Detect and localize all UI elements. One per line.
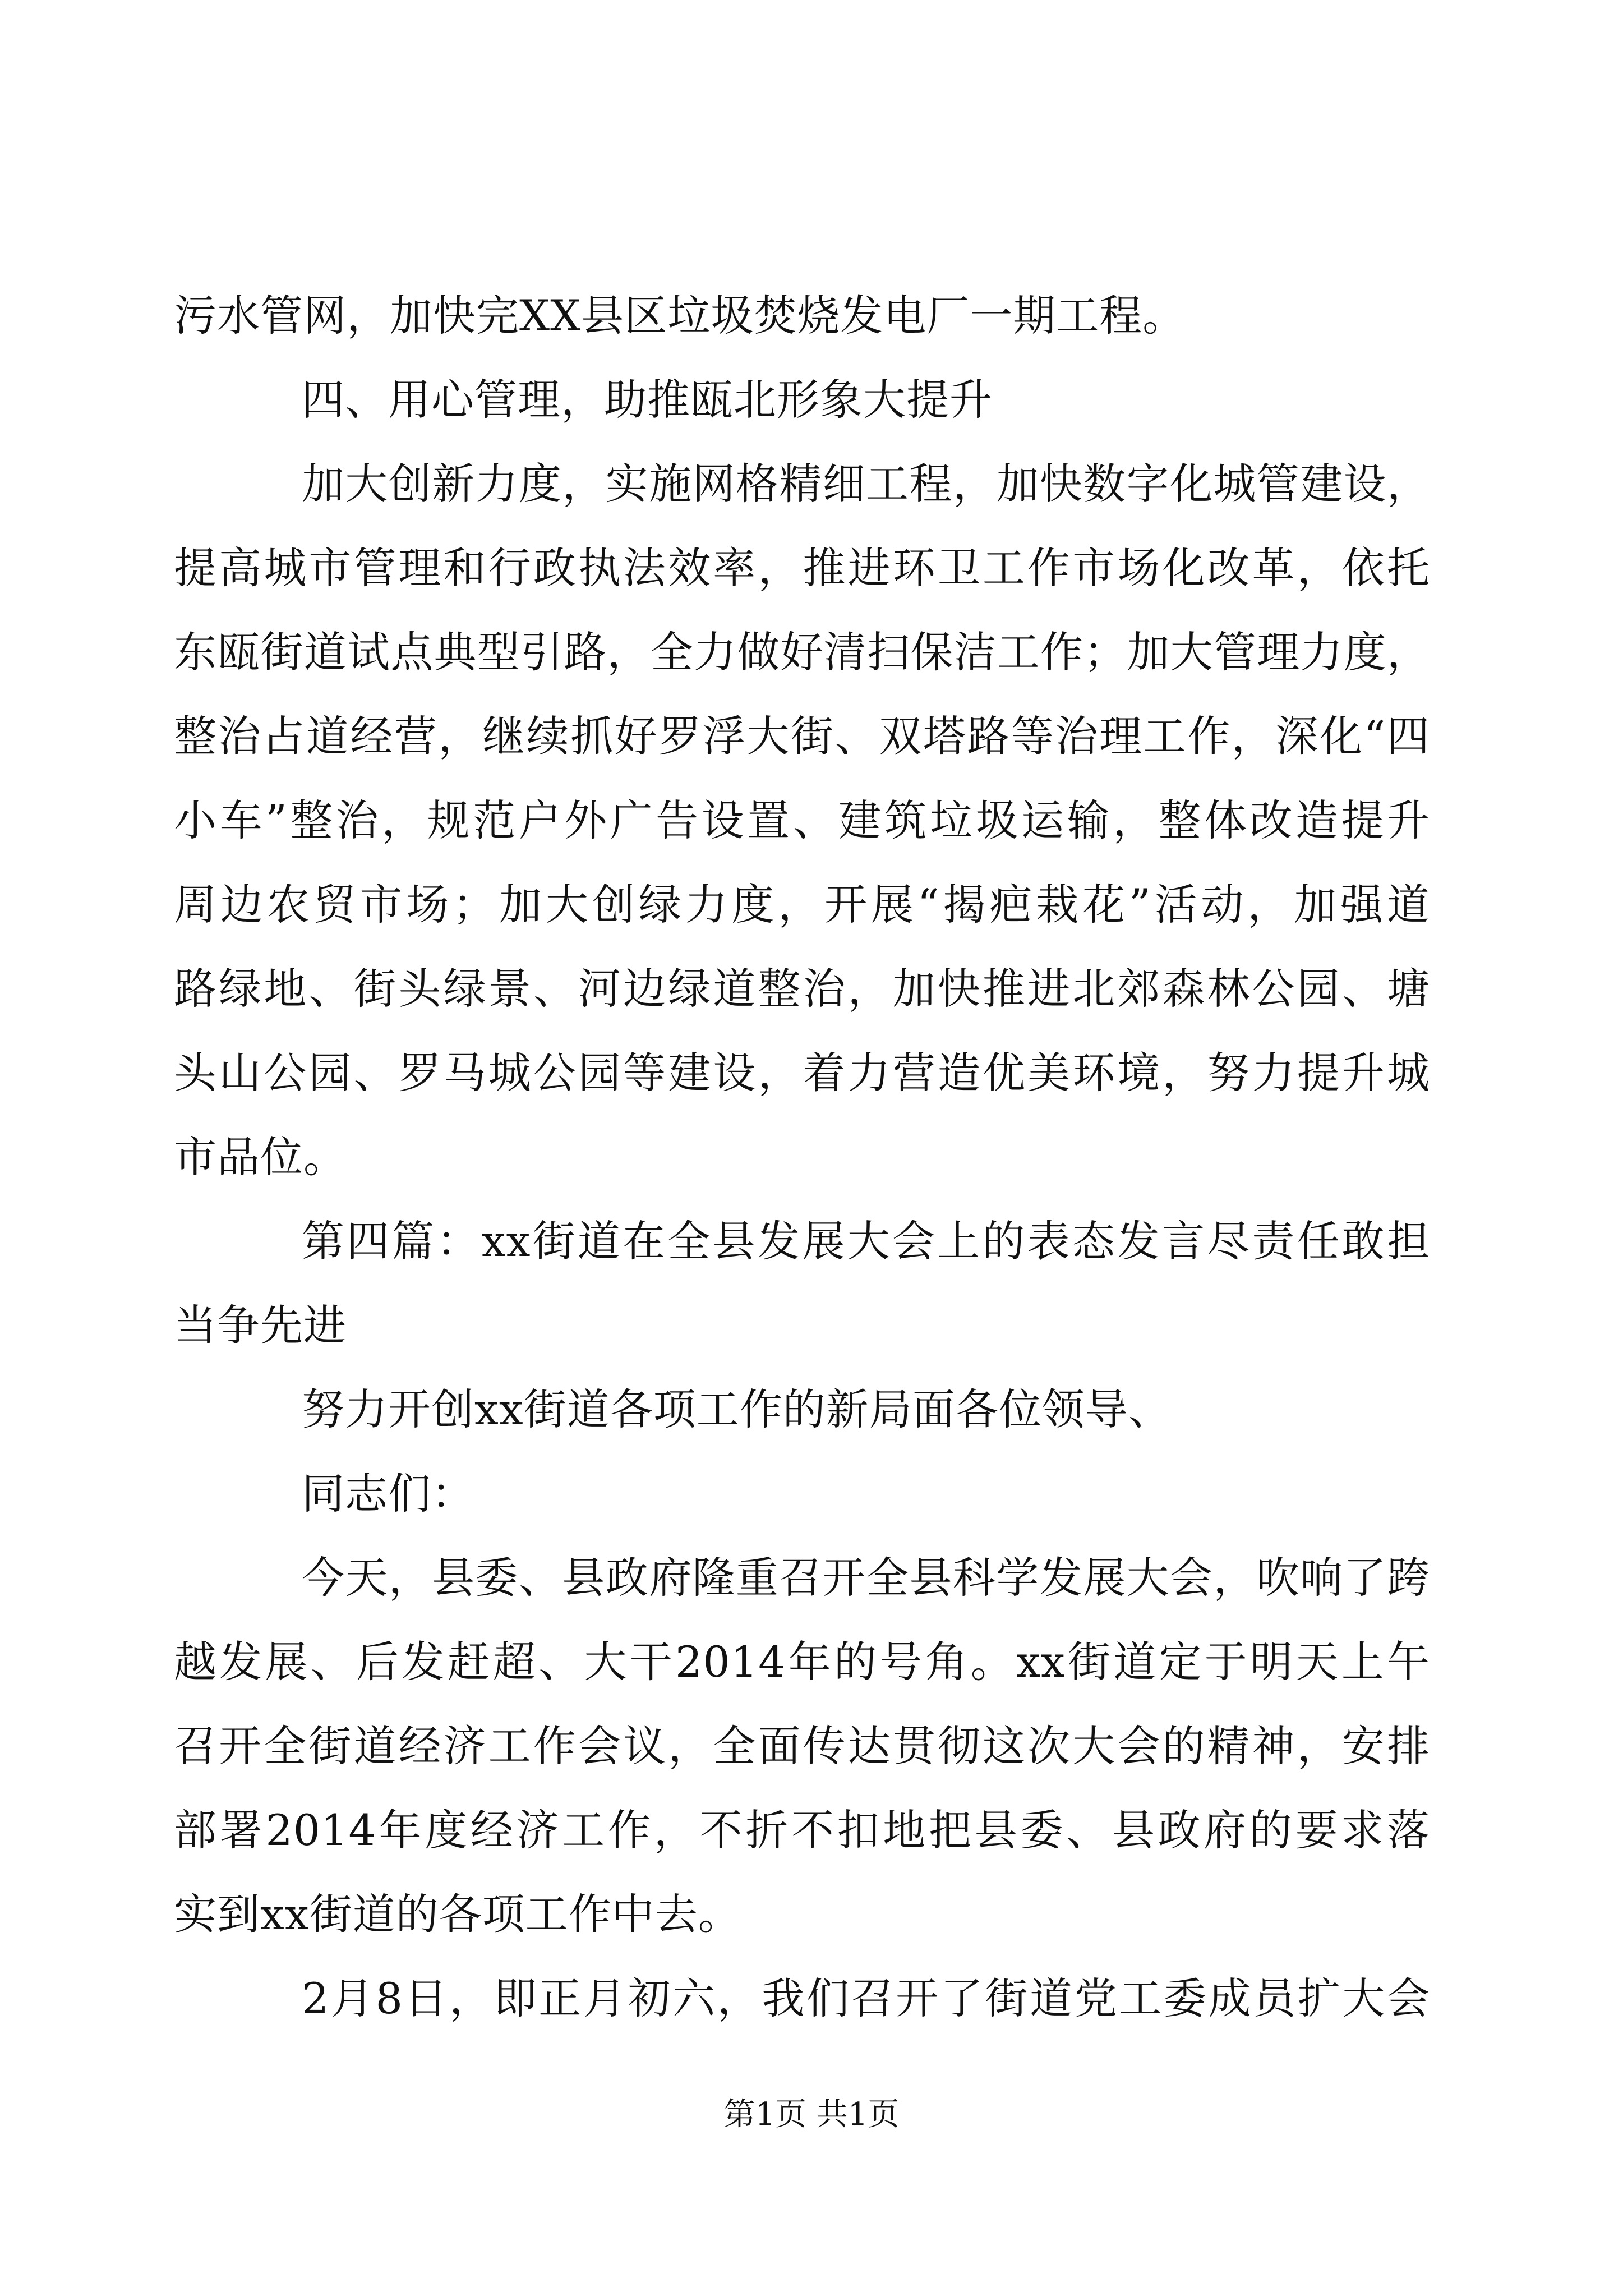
text-line: 部署2014年度经济工作，不折不扣地把县委、县政府的要求落: [174, 1805, 1430, 1855]
text-line: 努力开创xx街道各项工作的新局面各位领导、: [302, 1384, 1172, 1434]
text-line: 2月8日，即正月初六，我们召开了街道党工委成员扩大会: [302, 1973, 1430, 2023]
text-line: 头山公园、罗马城公园等建设，着力营造优美环境，努力提升城: [174, 1048, 1430, 1098]
text-line: 加大创新力度，实施网格精细工程，加快数字化城管建设，: [302, 459, 1430, 509]
text-line: 周边农贸市场；加大创绿力度，开展“揭疤栽花”活动，加强道: [174, 880, 1430, 930]
salutation: 同志们：: [302, 1469, 474, 1519]
chapter-title: 第四篇：xx街道在全县发展大会上的表态发言尽责任敢担: [302, 1216, 1430, 1266]
section-heading: 四、用心管理，助推瓯北形象大提升: [302, 375, 993, 425]
text-line: 今天，县委、县政府隆重召开全县科学发展大会，吹响了跨: [302, 1553, 1430, 1603]
chapter-title-continued: 当争先进: [174, 1300, 347, 1350]
text-line: 市品位。: [174, 1132, 347, 1182]
page-footer: 第1页 共1页: [723, 2096, 900, 2133]
text-line: 整治占道经营，继续抓好罗浮大街、双塔路等治理工作，深化“四: [174, 711, 1430, 761]
document-body: [174, 274, 1430, 2041]
text-line: 召开全街道经济工作会议，全面传达贯彻这次大会的精神，安排: [174, 1721, 1430, 1771]
text-line: 实到xx街道的各项工作中去。: [174, 1889, 741, 1939]
text-line: 污水管网，加快完XX县区垃圾焚烧发电厂一期工程。: [174, 291, 1186, 341]
text-line: 小车”整治，规范户外广告设置、建筑垃圾运输，整体改造提升: [174, 795, 1430, 845]
text-line: 路绿地、街头绿景、河边绿道整治，加快推进北郊森林公园、塘: [174, 964, 1430, 1014]
text-line: 提高城市管理和行政执法效率，推进环卫工作市场化改革，依托: [174, 543, 1430, 593]
text-line: 东瓯街道试点典型引路，全力做好清扫保洁工作；加大管理力度，: [174, 627, 1430, 677]
text-line: 越发展、后发赶超、大干2014年的号角。xx街道定于明天上午: [174, 1637, 1430, 1687]
